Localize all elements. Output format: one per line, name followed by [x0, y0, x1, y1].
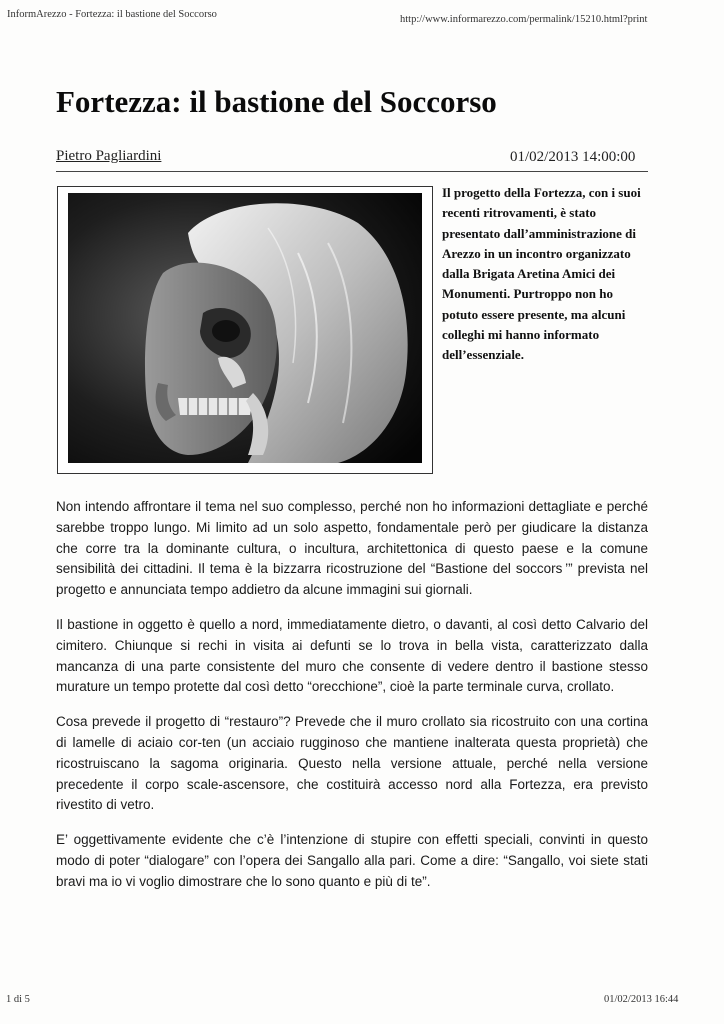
article-intro: Il progetto della Fortezza, con i suoi recenti ritrovamenti, è stato presentato dall’amministrazione di Arezzo in un incontro organizzato dalla Brigata Aretina Amici dei Monumenti. Purtroppo non ho potuto essere presente, ma alcuni colleghi mi hanno informato dell’essenziale.	[442, 185, 641, 363]
print-timestamp: 01/02/2013 16:44	[604, 994, 679, 1005]
print-header-title: InformArezzo - Fortezza: il bastione del Soccorso	[7, 9, 217, 20]
article-title: Fortezza: il bastione del Soccorso	[56, 84, 497, 119]
article-paragraph: Non intendo affrontare il tema nel suo complesso, perché non ho informazioni dettagliate e perché sarebbe troppo lungo. Mi limito ad un solo aspetto, fondamentale però per giudicare la distanza che corre tra la dominante cultura, o incultura, architettonica di questo paese e la comune sensibilità dei cittadini. Il tema è la bizzarra ricostruzione del “Bastione del soccors ​’” prevista nel progetto e annunciata tempo addietro da alcune immagini sui giornali.	[56, 499, 648, 598]
article-author: Pietro Pagliardini	[56, 148, 162, 164]
article-photo	[57, 186, 433, 474]
article-paragraph: E’ oggettivamente evidente che c’è l’intenzione di stupire con effetti speciali, convinti in questo modo di poter “dialogare” con l’opera dei Sangallo alla pari. Come a dire: “Sangallo, voi siete stati bravi ma io vi voglio dimostrare che lo sono quanto e più di te”.	[56, 832, 648, 889]
print-header-url: http://www.informarezzo.com/permalink/15210.html?print	[400, 14, 648, 25]
title-divider	[56, 171, 648, 172]
article-body	[56, 497, 648, 907]
article-paragraph: Il bastione in oggetto è quello a nord, immediatamente dietro, o davanti, al così detto Calvario del cimitero. Chiunque si rechi in visita ai defunti se lo trova in bella vista, caratterizzato dalla mancanza di una parte consistente del muro che consente di vedere dentro il bastione stesso murature un tempo protette dal così detto “orecchione”, cioè la parte terminale curva, crollato.	[56, 616, 648, 695]
article-date: 01/02/2013 14:00:00	[510, 149, 636, 165]
article-paragraph: Cosa prevede il progetto di “restauro”? Prevede che il muro crollato sia ricostruito con una cortina di lamelle di ac​iaio cor-ten (un acciaio rugginoso che mantiene inalterata questa proprietà) che ricostruiscano la sagoma originaria. Questo nella versione attuale, perché nella versione precedente il corpo scale-ascensore, che costituirà accesso nord alla Fortezza, era previsto rivestito di vetro.	[56, 714, 648, 813]
skull-face-artwork-image	[68, 193, 422, 463]
page-count: 1 di 5	[6, 994, 30, 1005]
